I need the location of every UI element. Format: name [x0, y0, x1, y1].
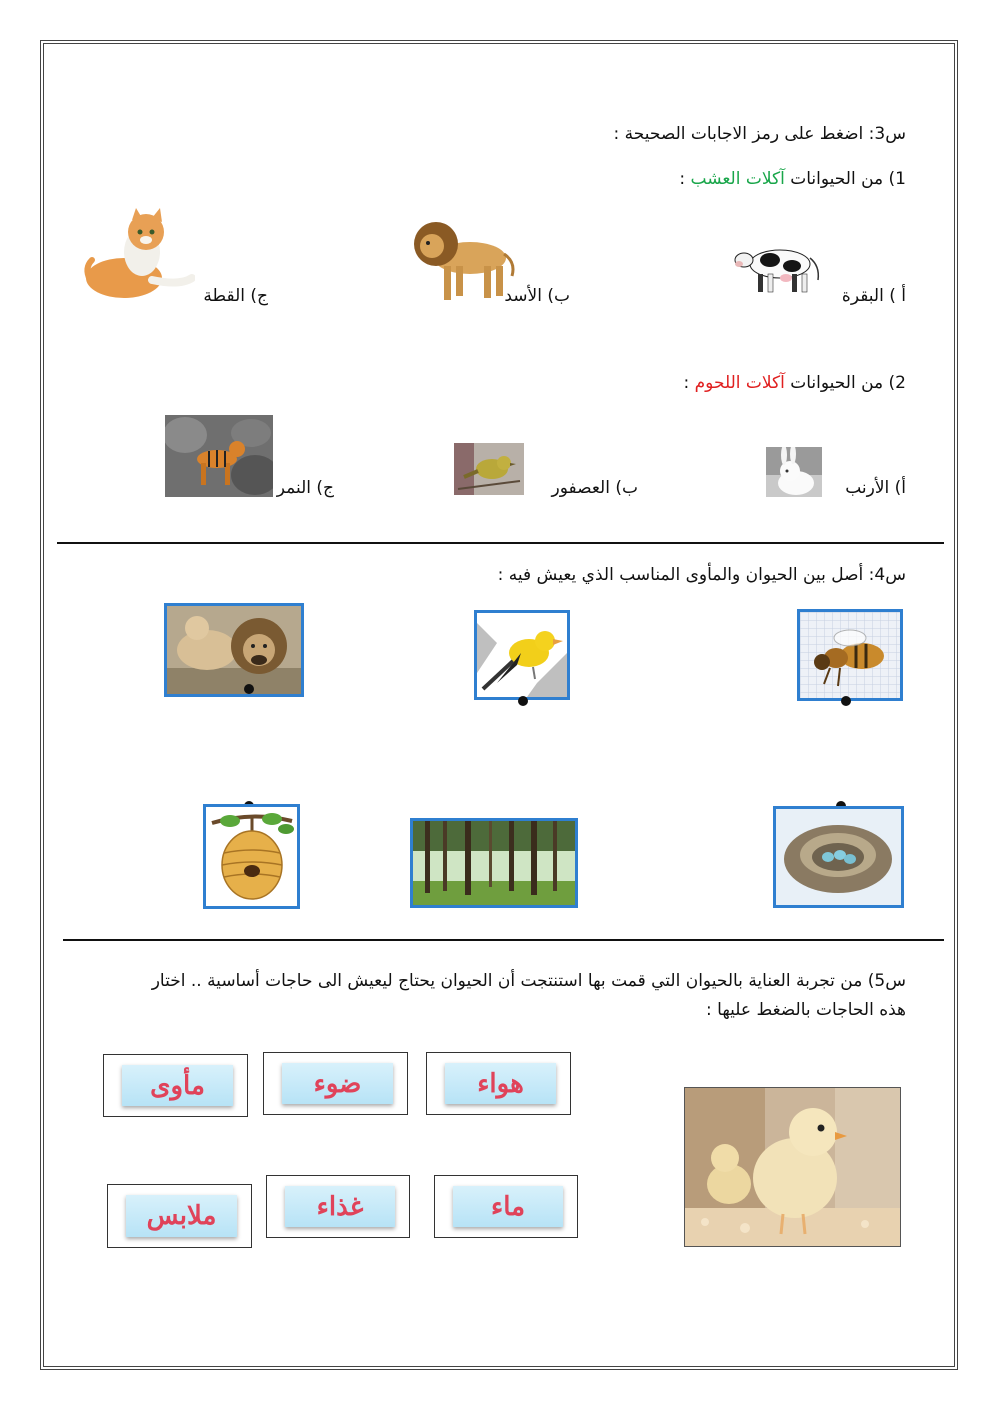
need-food-label[interactable]: غذاء: [285, 1186, 395, 1227]
cat-image[interactable]: [80, 208, 195, 304]
q3-item1-prompt: [679, 169, 906, 189]
q4-title: س4: أصل بين الحيوان والمأوى المناسب الذي يعيش فيه :: [497, 565, 906, 585]
q3-item2-prefix: 2) من الحيوانات: [784, 373, 906, 393]
need-shelter-label[interactable]: مأوى: [122, 1065, 233, 1106]
option-rabbit-label[interactable]: أ) الأرنب: [845, 478, 906, 498]
need-shelter-button[interactable]: [103, 1054, 248, 1117]
need-food-button[interactable]: [266, 1175, 410, 1238]
yellow-bird-image[interactable]: [474, 610, 570, 700]
q3-item1-suffix: :: [679, 169, 691, 189]
bee-image[interactable]: [797, 609, 903, 701]
cow-image[interactable]: [730, 236, 824, 296]
need-air-button[interactable]: [426, 1052, 571, 1115]
bee-connector-dot[interactable]: [841, 696, 851, 706]
forest-image[interactable]: [410, 818, 578, 908]
beehive-image[interactable]: [203, 804, 300, 909]
chick-image: [684, 1087, 901, 1247]
q3-item2-suffix: :: [683, 373, 695, 393]
need-water-button[interactable]: [434, 1175, 578, 1238]
tiger-image[interactable]: [165, 415, 273, 497]
rabbit-image[interactable]: [766, 447, 822, 497]
divider-2: [63, 939, 944, 941]
lion-image[interactable]: [408, 206, 520, 306]
need-light-button[interactable]: [263, 1052, 408, 1115]
q3-item2-prompt: [684, 373, 906, 393]
option-tiger-label[interactable]: ج) النمر: [276, 478, 334, 498]
nest-image[interactable]: [773, 806, 904, 908]
q5-title-line1: س5) من تجربة العناية بالحيوان التي قمت بها استنتجت أن الحيوان يحتاج ليعيش الى حاجات أساسية .. اختار: [151, 971, 906, 991]
need-light-label[interactable]: ضوء: [282, 1063, 393, 1104]
q3-title: س3: اضغط على رمز الاجابات الصحيحة :: [613, 124, 906, 144]
option-lion-label[interactable]: ب) الأسد: [504, 286, 570, 306]
option-cat-label[interactable]: ج) القطة: [203, 286, 268, 306]
need-clothes-label[interactable]: ملابس: [126, 1195, 237, 1237]
need-air-label[interactable]: هواء: [445, 1063, 556, 1104]
yellow-bird-connector-dot[interactable]: [518, 696, 528, 706]
lions-image[interactable]: [164, 603, 304, 697]
need-water-label[interactable]: ماء: [453, 1186, 563, 1227]
option-sparrow-label[interactable]: ب) العصفور: [551, 478, 638, 498]
q3-item2-highlight: آكلات اللحوم: [694, 373, 785, 393]
divider-1: [57, 542, 944, 544]
option-cow-label[interactable]: أ ) البقرة: [841, 286, 906, 306]
sparrow-image[interactable]: [454, 443, 524, 495]
q3-item1-prefix: 1) من الحيوانات: [784, 169, 906, 189]
lions-connector-dot[interactable]: [244, 684, 254, 694]
q5-title-line2: هذه الحاجات بالضغط عليها :: [706, 1000, 906, 1020]
need-clothes-button[interactable]: [107, 1184, 252, 1248]
q3-item1-highlight: آكلات العشب: [690, 169, 785, 189]
